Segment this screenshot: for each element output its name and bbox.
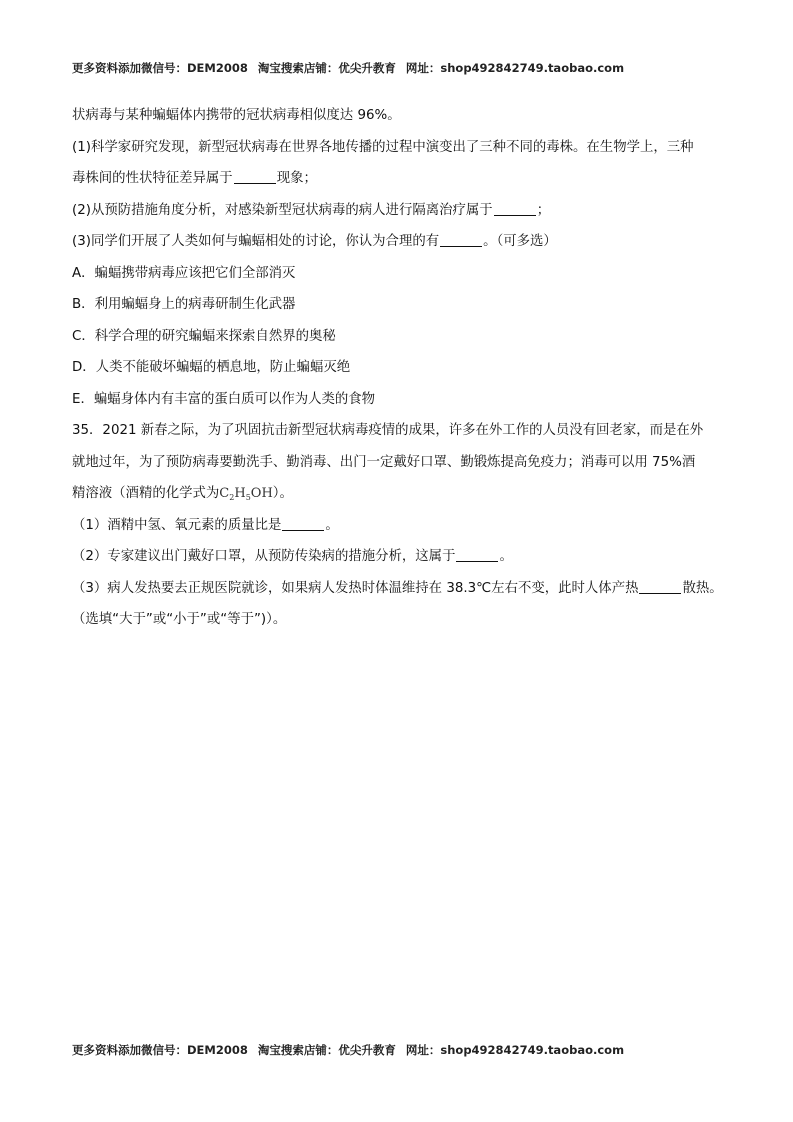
formula-h-sub: 5 [245,493,251,502]
formula-c-sub: 2 [229,493,235,502]
footer-wechat: 更多资料添加微信号：DEM2008 [72,1043,248,1057]
page-header [72,60,630,76]
q35-line2: 就地过年，为了预防病毒要勤洗手、勤消毒、出门一定戴好口罩、勤锻炼提高免疫力；消毒可以用 75%酒 [72,454,696,470]
answer-blank [282,516,324,531]
q34-part2 [72,195,724,227]
option-e: E．蝙蝠身体内有丰富的蛋白质可以作为人类的食物 [72,391,376,407]
q35-part1-suffix: 。 [325,517,339,533]
formula-h: H [234,486,246,501]
option-d: D．人类不能破坏蝙蝠的栖息地，防止蝙蝠灭绝 [72,360,351,375]
q34-part3-text: (3)同学们开展了人类如何与蝙蝠相处的讨论，你认为合理的有 [72,234,440,249]
header-wechat: 更多资料添加微信号：DEM2008 [72,61,248,75]
q35-line3-suffix: ）。 [272,486,293,501]
footer-store: 淘宝搜索店铺：优尖升教育 [257,1043,396,1057]
q34-part2-text: (2)从预防措施角度分析，对感染新型冠状病毒的病人进行隔离治疗属于 [72,202,493,218]
q35-part1-text: （1）酒精中氢、氧元素的质量比是 [72,517,282,533]
q35-part2 [72,541,724,573]
q34-part1-line2 [72,163,724,195]
q35-line3-text: 精溶液（酒精的化学式为 [72,486,220,501]
q35-part3-suffix: 散热。 [682,580,723,596]
q34-part2-suffix: ； [536,202,551,218]
q35-part3 [72,573,724,605]
header-store: 淘宝搜索店铺：优尖升教育 [257,61,396,75]
answer-blank [456,547,498,562]
footer-site: 网址：shop492842749.taobao.com [405,1043,625,1057]
q35-part3-text: （3）病人发热要去正规医院就诊，如果病人发热时体温维持在 38.3℃左右不变，此时人体产热 [72,580,639,596]
answer-blank [440,232,482,247]
formula-oh: OH [250,486,273,501]
q34-part1-suffix: 现象； [276,171,317,186]
q35-line3 [72,478,724,510]
option-a: A．蝙蝠携带病毒应该把它们全部消灭 [72,265,296,281]
q34-intro: 状病毒与某种蝙蝠体内携带的冠状病毒相似度达 96%。 [72,108,401,123]
answer-blank [234,169,276,184]
q35-part1 [72,510,724,542]
q34-part1-line1: (1)科学家研究发现，新型冠状病毒在世界各地传播的过程中演变出了三种不同的毒株。在生物学上，三种 [72,139,694,155]
q35-part2-suffix: 。 [499,549,513,564]
q35-part3-line2: （选填“大于”或“小于”或“等于”)）。 [72,612,287,627]
option-b: B．利用蝙蝠身上的病毒研制生化武器 [72,297,296,312]
answer-blank [494,201,536,216]
ethanol-formula [219,486,272,501]
question-content [72,100,724,636]
page-footer [72,1042,630,1058]
answer-blank [639,579,681,594]
header-site: 网址：shop492842749.taobao.com [405,61,625,75]
option-c: C．科学合理的研究蝙蝠来探索自然界的奥秘 [72,328,336,344]
q35-line1: 35．2021 新春之际，为了巩固抗击新型冠状病毒疫情的成果，许多在外工作的人员没有回老家，而是在外 [72,423,704,438]
q35-part2-text: （2）专家建议出门戴好口罩，从预防传染病的措施分析，这属于 [72,549,456,564]
q34-part3 [72,226,724,258]
q34-part1-text: 毒株间的性状特征差异属于 [72,171,233,186]
formula-c: C [219,486,230,501]
q34-part3-suffix: 。（可多选） [483,234,557,249]
